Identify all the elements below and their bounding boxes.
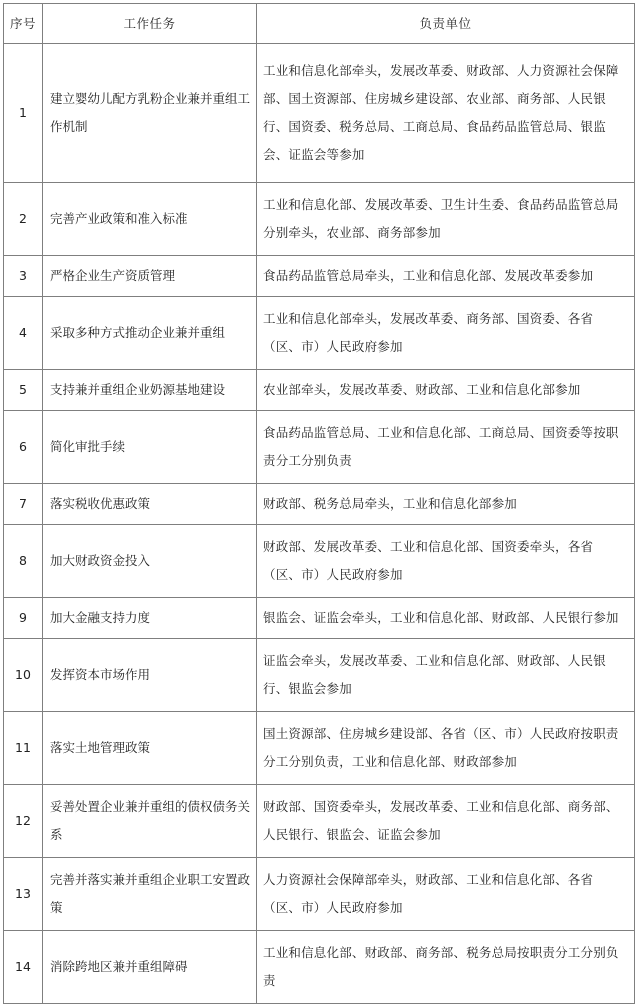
table-row xyxy=(4,931,635,1004)
table-header-row xyxy=(4,4,635,44)
row-task: 加大金融支持力度 xyxy=(43,598,257,639)
row-unit: 农业部牵头，发展改革委、财政部、工业和信息化部参加 xyxy=(257,370,635,411)
row-task: 采取多种方式推动企业兼并重组 xyxy=(43,297,257,370)
row-unit: 财政部、税务总局牵头，工业和信息化部参加 xyxy=(257,484,635,525)
table-row xyxy=(4,484,635,525)
table-row xyxy=(4,525,635,598)
row-task: 落实土地管理政策 xyxy=(43,712,257,785)
table-row xyxy=(4,712,635,785)
row-task: 妥善处置企业兼并重组的债权债务关系 xyxy=(43,785,257,858)
row-unit: 人力资源社会保障部牵头，财政部、工业和信息化部、各省（区、市）人民政府参加 xyxy=(257,858,635,931)
row-number: 7 xyxy=(4,484,43,525)
row-unit: 证监会牵头，发展改革委、工业和信息化部、财政部、人民银行、银监会参加 xyxy=(257,639,635,712)
row-number: 3 xyxy=(4,256,43,297)
row-task: 发挥资本市场作用 xyxy=(43,639,257,712)
table-row xyxy=(4,44,635,183)
row-task: 消除跨地区兼并重组障碍 xyxy=(43,931,257,1004)
table-row xyxy=(4,256,635,297)
table-row xyxy=(4,598,635,639)
row-unit: 食品药品监管总局牵头，工业和信息化部、发展改革委参加 xyxy=(257,256,635,297)
row-number: 1 xyxy=(4,44,43,183)
task-responsibility-table xyxy=(3,3,635,1004)
row-unit: 工业和信息化部牵头，发展改革委、财政部、人力资源社会保障部、国土资源部、住房城乡建设部、农业部、商务部、人民银行、国资委、税务总局、工商总局、食品药品监管总局、银监会、证监会等参加 xyxy=(257,44,635,183)
row-unit: 食品药品监管总局、工业和信息化部、工商总局、国资委等按职责分工分别负责 xyxy=(257,411,635,484)
row-number: 11 xyxy=(4,712,43,785)
row-task: 严格企业生产资质管理 xyxy=(43,256,257,297)
row-task: 完善产业政策和准入标准 xyxy=(43,183,257,256)
table-row xyxy=(4,411,635,484)
row-unit: 工业和信息化部牵头，发展改革委、商务部、国资委、各省（区、市）人民政府参加 xyxy=(257,297,635,370)
row-task: 支持兼并重组企业奶源基地建设 xyxy=(43,370,257,411)
row-number: 9 xyxy=(4,598,43,639)
row-unit: 国土资源部、住房城乡建设部、各省（区、市）人民政府按职责分工分别负责，工业和信息化部、财政部参加 xyxy=(257,712,635,785)
row-task: 建立婴幼儿配方乳粉企业兼并重组工作机制 xyxy=(43,44,257,183)
header-serial-number: 序号 xyxy=(4,4,43,44)
row-task: 加大财政资金投入 xyxy=(43,525,257,598)
row-number: 14 xyxy=(4,931,43,1004)
header-work-task: 工作任务 xyxy=(43,4,257,44)
table-row xyxy=(4,297,635,370)
row-unit: 财政部、国资委牵头，发展改革委、工业和信息化部、商务部、人民银行、银监会、证监会参加 xyxy=(257,785,635,858)
table-row xyxy=(4,370,635,411)
row-number: 4 xyxy=(4,297,43,370)
table-row xyxy=(4,183,635,256)
row-unit: 工业和信息化部、财政部、商务部、税务总局按职责分工分别负责 xyxy=(257,931,635,1004)
row-task: 完善并落实兼并重组企业职工安置政策 xyxy=(43,858,257,931)
table-row xyxy=(4,858,635,931)
row-unit: 财政部、发展改革委、工业和信息化部、国资委牵头，各省（区、市）人民政府参加 xyxy=(257,525,635,598)
row-number: 12 xyxy=(4,785,43,858)
row-number: 5 xyxy=(4,370,43,411)
row-task: 简化审批手续 xyxy=(43,411,257,484)
header-responsible-unit: 负责单位 xyxy=(257,4,635,44)
row-unit: 工业和信息化部、发展改革委、卫生计生委、食品药品监管总局分别牵头，农业部、商务部参加 xyxy=(257,183,635,256)
row-task: 落实税收优惠政策 xyxy=(43,484,257,525)
row-number: 8 xyxy=(4,525,43,598)
row-number: 6 xyxy=(4,411,43,484)
row-number: 10 xyxy=(4,639,43,712)
row-number: 13 xyxy=(4,858,43,931)
row-unit: 银监会、证监会牵头，工业和信息化部、财政部、人民银行参加 xyxy=(257,598,635,639)
table-row xyxy=(4,785,635,858)
row-number: 2 xyxy=(4,183,43,256)
table-row xyxy=(4,639,635,712)
